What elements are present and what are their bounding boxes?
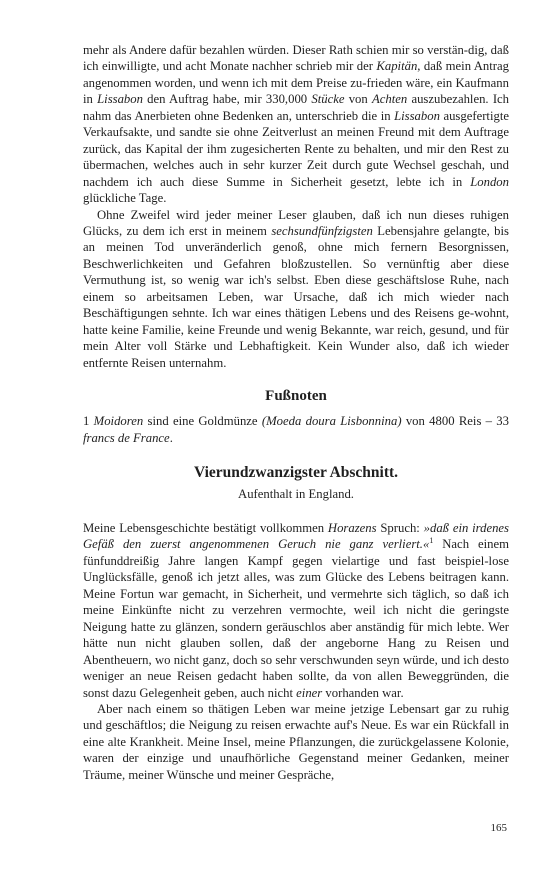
footnote-number: 1: [83, 414, 94, 429]
italic-run: Lissabon: [394, 108, 440, 123]
text-run: Nach einem fünfunddreißig Jahre langen Kampf gegen vielartige und fast beispiel-lose Unglücksfälle, genoß ich jetzt alles, was zum Glücke des Lebens beitragen kann. Meine Fortun war gemacht, in Sicherheit, und vermehrte sich täglich, so daß ich meine Einkünfte nicht zu verzehren vermochte, weil ich nicht die geringste Neigung hatte zu glänzen, sondern geräuschlos aber anständig für mich lebte. Wer hätte nun nicht glauben sollen, daß der angeborne Hang zu Reisen und Abentheuern, wo nicht ganz, doch so sehr verschwunden seyn würde, und ich desto weniger an neue Reisen gedacht haben sollte, da von allen Beweggründen, die sonst dazu Gelegenheit geben, auch nicht: [83, 537, 509, 700]
italic-run: Kapitän: [376, 59, 418, 74]
italic-run: einer: [296, 685, 323, 700]
paragraph-1: [83, 42, 509, 207]
page-body: [83, 42, 509, 783]
italic-run: London: [470, 174, 509, 189]
italic-run: Lissabon: [97, 92, 143, 107]
italic-run: (Moeda doura Lisbonnina): [261, 414, 402, 429]
page-number: 165: [490, 822, 507, 834]
italic-run: Moidoren: [93, 414, 144, 429]
text-run: , daß mein Antrag angenommen worden, und wenn ich mit dem Preise zu-frieden wäre, ein Kaufmann in: [83, 59, 509, 107]
text-run: auszubezahlen. Ich nahm das Anerbieten ohne Bedenken an, unterschrieb die in: [83, 92, 510, 123]
paragraph-3: [83, 520, 509, 701]
italic-run: Achten: [371, 92, 408, 107]
text-run: Spruch:: [376, 520, 424, 535]
footnote-1: [83, 413, 509, 446]
text-run: von: [344, 92, 372, 107]
italic-run: sechsundfünfzigsten: [271, 223, 373, 238]
text-run: Meine Lebensgeschichte bestätigt vollkommen: [83, 520, 328, 535]
text-run: vorhanden war.: [322, 685, 404, 700]
italic-run: »daß ein irdenes Gefäß den zuerst angenommenen Geruch nie ganz verliert.«: [83, 520, 509, 552]
text-run: mehr als Andere dafür bezahlen würden. Dieser Rath schien mir so verstän-dig, daß ich einwilligte, und acht Monate nachher schrieb mir der: [83, 43, 509, 74]
paragraph-2: [83, 207, 509, 372]
paragraph-4: Aber nach einem so thätigen Leben war meine jetzige Lebensart gar zu ruhig und geschäftlos; die Neigung zu reisen erwachte auf's Neue. Es war ein Rückfall in eine alte Krankheit. Meine Insel, meine Pflanzungen, die zurückgelassene Kolonie, waren der einzige und unaufhörliche Gegenstand meiner Gedanken, meiner Träume, meiner Wünsche und meiner Gespräche,: [83, 701, 509, 782]
text-run: ausgefertigte Verkaufsakte, und sandte sie ohne Zeitverlust an meinen Freund mit dem Auftrage zurück, das Kapital der ihm zugesicherten Rente zu behalten, und mir den Rest zu übermachen, welches auch in sehr kurzer Zeit durch gute Wechsel geschah, und nachdem ich auch diese Summe in Sicherheit gesetzt, lebte ich in: [83, 108, 509, 189]
footnotes-heading: Fußnoten: [265, 388, 327, 405]
text-run: .: [169, 430, 173, 445]
text-run: von 4800 Reis – 33: [401, 414, 509, 429]
text-run: den Auftrag habe, mir 330,000: [142, 92, 312, 107]
text-run: Lebensjahre gelangte, bis an meinen Tod unveränderlich genoß, ohne mich fernern Besorgnissen, Beschwerlichkeiten und Gefahren bloßzustellen. So vernünftig aber diese Vermuthung ist, so wenig war ich's selbst. Eben diese geschäftslose Ruhe, nach einem so arbeitsamen Leben, war Ursache, daß ich mich wieder nach Beschäftigungen sehnte. Ich war eines thätigen Lebens und des Reisens ge-wohnt, hatte keine Familie, keine Freunde und wenig Bekannte, war reich, gesund, und für mein Alter voll Stärke und Lebhaftigkeit. Kein Wunder also, daß ich wieder entfernte Reisen unternahm.: [83, 223, 509, 370]
footnote-reference[interactable]: 1: [429, 536, 434, 546]
text-run: glückliche Tage.: [83, 191, 167, 206]
italic-run: francs de France: [83, 430, 170, 445]
chapter-title: Vierundzwanzigster Abschnitt.: [193, 463, 399, 481]
italic-run: Horazens: [327, 520, 377, 535]
italic-run: Stücke: [311, 92, 345, 107]
chapter-subtitle: Aufenthalt in England.: [238, 486, 354, 501]
text-run: sind eine Goldmünze: [143, 414, 262, 429]
text-run: Ohne Zweifel wird jeder meiner Leser glauben, daß ich nun dieses ruhigen Glücks, zu dem ich erst in meinem: [83, 207, 509, 238]
